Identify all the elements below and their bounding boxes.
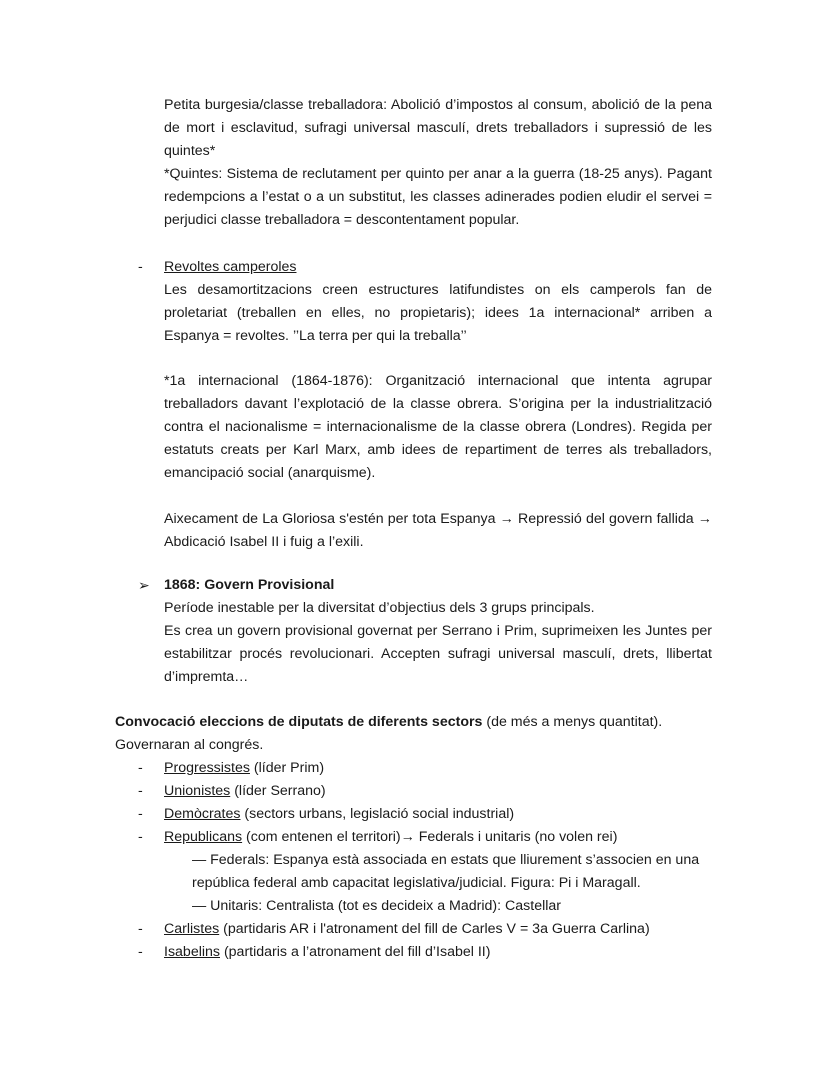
unitaris-line: — Unitaris: Centralista (tot es decideix a Madrid): Castellar (192, 898, 562, 914)
list-item-isabelins (164, 941, 712, 964)
federals-line-1: — Federals: Espanya està associada en estats que lliurement s’associen en una (192, 852, 700, 868)
eleccions-line-1 (115, 711, 712, 734)
party-desc: (líder Prim) (249, 760, 325, 776)
bullet-dash: - (138, 259, 143, 275)
federals-line-2: república federal amb capacitat legislativa/judicial. Figura: Pi i Maragall. (192, 875, 641, 891)
list-item-carlistes (164, 918, 712, 941)
party-desc: (sectors urbans, legislació social industrial) (240, 806, 515, 822)
intro-paragraph-quintes: *Quintes: Sistema de reclutament per quinto per anar a la guerra (18-25 anys). Pagant redempcions a l’estat o a un substitut, les classes adinerades podien eludir el servei = perjudici classe treballadora = descontentament popular. (164, 166, 712, 228)
party-name: Progressistes (164, 760, 250, 776)
party-name: Republicans (164, 829, 243, 845)
bullet-dash: - (138, 760, 143, 776)
intro-paragraph-1: Petita burgesia/classe treballadora: Abolició d’impostos al consum, abolició de la pena de mort i esclavitud, sufragi universal masculí, drets treballadors i supressió de les quintes* (164, 97, 712, 159)
bullet-dash: - (138, 921, 143, 937)
internacional-paragraph: *1a internacional (1864-1876): Organització internacional que intenta agrupar treballadors davant l’explotació de la classe obrera. S’origina per la industrialització contra el nacionalisme = internacionalisme de la classe obrera (Londres). Regida per estatuts creats per Karl Marx, amb idees de repartiment de terres als treballadors, emancipació social (anarquisme). (164, 373, 712, 481)
party-desc: (partidaris AR i l'atronament del fill de Carles V = 3a Guerra Carlina) (219, 921, 650, 937)
party-desc: (com entenen el territori)→ Federals i unitaris (no volen rei) (242, 829, 618, 845)
eleccions-rest: (de més a menys quantitat). (482, 714, 663, 730)
party-name: Demòcrates (164, 806, 241, 822)
list-item-progressistes (164, 757, 712, 780)
govern-paragraph-1: Període inestable per la diversitat d’objectius dels 3 grups principals. (164, 600, 595, 616)
bullet-dash: - (138, 829, 143, 845)
revoltes-title: Revoltes camperoles (164, 259, 297, 275)
eleccions-line-2: Governaran al congrés. (115, 737, 264, 753)
gloriosa-paragraph: Aixecament de La Gloriosa s'estén per tota Espanya → Repressió del govern fallida → Abdicació Isabel II i fuig a l’exili. (164, 511, 712, 550)
bullet-dash: - (138, 944, 143, 960)
bullet-dash: - (138, 783, 143, 799)
list-item-democrates (164, 803, 712, 826)
govern-title: 1868: Govern Provisional (164, 577, 335, 593)
party-name: Isabelins (164, 944, 220, 960)
eleccions-bold: Convocació eleccions de diputats de diferents sectors (115, 714, 483, 730)
party-name: Carlistes (164, 921, 220, 937)
party-name: Unionistes (164, 783, 231, 799)
list-item-unionistes (164, 780, 712, 803)
bullet-dash: - (138, 806, 143, 822)
arrow-bullet-icon: ➢ (138, 577, 150, 593)
party-desc: (líder Serrano) (230, 783, 326, 799)
govern-paragraph-2: Es crea un govern provisional governat per Serrano i Prim, suprimeixen les Juntes per estabilitzar procés revolucionari. Accepten sufragi universal masculí, drets, llibertat d’impremta… (164, 623, 712, 685)
revoltes-heading (164, 256, 712, 279)
party-desc: (partidaris a l’atronament del fill d’Isabel II) (220, 944, 491, 960)
revoltes-paragraph-1: Les desamortitzacions creen estructures latifundistes on els camperols fan de proletariat (treballen en elles, no propietaris); idees 1a internacional* arriben a Espanya = revoltes. ’’La terra per qui la treballa’’ (164, 282, 712, 344)
list-item-republicans (164, 826, 712, 849)
govern-heading (164, 574, 712, 597)
